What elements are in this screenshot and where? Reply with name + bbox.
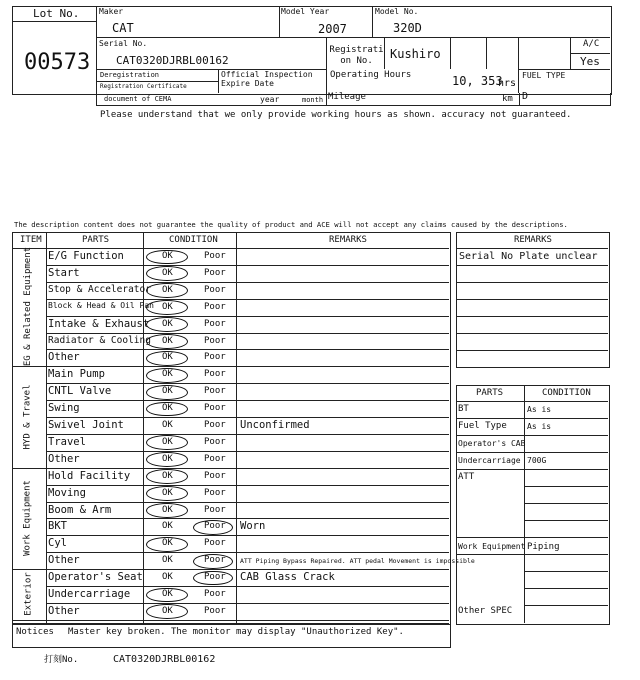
condition-ok[interactable]: OK	[162, 284, 173, 295]
part-name: Other	[48, 554, 80, 567]
right-part-row: BT	[458, 404, 469, 414]
part-name: Boom & Arm	[48, 503, 112, 516]
condition-ok[interactable]: OK	[162, 555, 173, 566]
work-equipment-value: Piping	[527, 542, 560, 552]
condition-poor[interactable]: Poor	[204, 605, 226, 616]
notices-label: Notices	[16, 627, 54, 637]
ok-selected-circle	[146, 385, 188, 400]
part-name: Swivel Joint	[48, 419, 124, 431]
group-label: HYD & Travel	[23, 384, 34, 450]
ok-selected-circle	[146, 351, 188, 366]
ok-selected-circle	[146, 537, 188, 552]
att-label: ATT	[458, 472, 475, 482]
disclaimer: The description content does not guarantee the quality of product and ACE will not accept any claims caused by the descriptions.	[14, 220, 568, 229]
condition-poor[interactable]: Poor	[204, 453, 226, 464]
condition-poor[interactable]: Poor	[204, 521, 226, 532]
group-label: EG & Related Equipment	[23, 247, 34, 367]
condition-ok[interactable]: OK	[162, 386, 173, 397]
condition-ok[interactable]: OK	[162, 572, 173, 583]
condition-poor[interactable]: Poor	[204, 487, 226, 498]
right-part-row: Operator's CAB	[458, 439, 526, 448]
part-name: Other	[48, 351, 80, 364]
condition-poor[interactable]: Poor	[204, 251, 226, 261]
hrs-unit: hrs	[498, 78, 517, 89]
right-cond-row: As is	[527, 405, 552, 414]
condition-poor[interactable]: Poor	[204, 555, 226, 566]
mileage-label: Mileage	[328, 92, 366, 102]
part-name: Stop & Accelerator	[48, 283, 151, 295]
inspection-label-2: Expire Date	[221, 79, 274, 88]
condition-poor[interactable]: Poor	[204, 267, 226, 278]
fuel-type-value: D	[522, 91, 529, 102]
condition-poor[interactable]: Poor	[204, 301, 226, 312]
condition-ok[interactable]: OK	[162, 470, 173, 481]
row-remark: ATT Piping Bypass Repaired. ATT pedal Movement is impossible	[240, 557, 475, 566]
condition-ok[interactable]: OK	[162, 369, 173, 380]
condition-poor[interactable]: Poor	[204, 589, 226, 599]
hours-note: Please understand that we only provide working hours as shown. accuracy not guaranteed.	[100, 110, 572, 120]
condition-ok[interactable]: OK	[162, 521, 173, 532]
month-label: month	[302, 96, 324, 104]
condition-ok[interactable]: OK	[162, 589, 173, 599]
registration-label: Registrati on No.	[329, 45, 384, 66]
group-label: Work Equipment	[23, 480, 34, 557]
ok-selected-circle	[146, 503, 188, 518]
condition-poor[interactable]: Poor	[204, 318, 226, 329]
document-cema-label: document of CEMA	[104, 95, 172, 103]
other-spec-label: Other SPEC	[458, 606, 513, 616]
condition-ok[interactable]: OK	[162, 504, 173, 515]
poor-selected-circle	[193, 520, 233, 535]
part-name: Travel	[48, 435, 86, 448]
condition-ok[interactable]: OK	[162, 318, 173, 329]
lot-number: 00573	[24, 50, 91, 75]
condition-poor[interactable]: Poor	[204, 369, 226, 380]
condition-poor[interactable]: Poor	[204, 284, 226, 295]
right-remarks-line1: Serial No Plate unclear	[459, 251, 598, 262]
serial-value: CAT0320DJRBL00162	[116, 54, 229, 67]
condition-poor[interactable]: Poor	[204, 470, 226, 481]
ok-selected-circle	[146, 317, 188, 332]
col-parts-header: PARTS	[82, 235, 110, 245]
inspection-label-1: Official Inspection	[221, 70, 313, 79]
condition-poor[interactable]: Poor	[204, 386, 226, 397]
ok-selected-circle	[146, 334, 188, 349]
col-remarks-header: REMARKS	[329, 235, 367, 245]
ac-value: Yes	[580, 55, 600, 68]
right-col-condition: CONDITION	[542, 388, 591, 398]
ok-selected-circle	[146, 469, 188, 484]
condition-poor[interactable]: Poor	[204, 572, 226, 583]
maker-value: CAT	[112, 21, 134, 35]
col-condition-header: CONDITION	[169, 235, 218, 245]
registration-value: Kushiro	[390, 47, 441, 61]
part-name: CNTL Valve	[48, 385, 112, 398]
serial-label: Serial No.	[99, 39, 148, 48]
condition-ok[interactable]: OK	[162, 251, 173, 261]
right-part-row: Fuel Type	[458, 421, 507, 431]
part-name: Main Pump	[48, 368, 105, 381]
part-name: BKT	[48, 520, 67, 533]
condition-ok[interactable]: OK	[162, 487, 173, 498]
row-remark: CAB Glass Crack	[240, 571, 335, 584]
part-name: Radiator & Cooling	[48, 334, 151, 346]
condition-poor[interactable]: Poor	[204, 504, 226, 515]
condition-ok[interactable]: OK	[162, 436, 173, 447]
registration-certificate-label: Registration Certificate	[100, 83, 187, 90]
condition-ok[interactable]: OK	[162, 538, 173, 549]
km-unit: km	[502, 94, 513, 104]
model-no-value: 320D	[393, 21, 422, 35]
operating-hours-label: Operating Hours	[330, 70, 412, 80]
year-label: year	[260, 95, 280, 104]
part-name: Swing	[48, 402, 80, 415]
stamp-value: CAT0320DJRBL00162	[113, 654, 216, 665]
model-year-label: Model Year	[281, 7, 330, 16]
condition-poor[interactable]: Poor	[204, 538, 226, 549]
right-cond-row: 700G	[527, 456, 547, 465]
row-remark: Unconfirmed	[240, 419, 310, 431]
condition-ok[interactable]: OK	[162, 453, 173, 464]
condition-ok[interactable]: OK	[162, 605, 173, 616]
right-remarks-header: REMARKS	[514, 235, 552, 245]
ac-label: A/C	[583, 39, 600, 49]
condition-ok[interactable]: OK	[162, 267, 173, 278]
group-label: Exterior	[22, 572, 33, 617]
model-no-label: Model No.	[375, 7, 419, 16]
work-equipment-label: Work Equipment	[458, 542, 526, 551]
part-name: Start	[48, 266, 80, 279]
condition-poor[interactable]: Poor	[204, 420, 226, 430]
part-name: Operator's Seat	[48, 571, 143, 584]
deregistration-label: Deregistration	[100, 71, 160, 79]
condition-ok[interactable]: OK	[162, 352, 173, 363]
notices-value: Master key broken. The monitor may display "Unauthorized Key".	[68, 627, 404, 637]
condition-poor[interactable]: Poor	[204, 335, 226, 346]
part-name: E/G Function	[48, 250, 124, 262]
condition-ok[interactable]: OK	[162, 335, 173, 346]
right-cond-row: As is	[527, 422, 552, 431]
condition-poor[interactable]: Poor	[204, 352, 226, 363]
poor-selected-circle	[193, 554, 233, 569]
row-remark: Worn	[240, 520, 266, 533]
part-name: Other	[48, 452, 80, 465]
part-name: Intake & Exhaust	[48, 317, 150, 330]
ok-selected-circle	[146, 486, 188, 501]
ok-selected-circle	[146, 300, 188, 315]
right-part-row: Undercarriage	[458, 456, 521, 465]
part-name: Hold Facility	[48, 469, 131, 482]
part-name: Moving	[48, 486, 86, 499]
maker-label: Maker	[99, 7, 124, 16]
part-name: Other	[48, 604, 80, 617]
condition-ok[interactable]: OK	[162, 403, 173, 414]
condition-ok[interactable]: OK	[162, 301, 173, 312]
part-name: Block & Head & Oil Pan	[48, 300, 154, 310]
fuel-type-label: FUEL TYPE	[522, 71, 566, 80]
operating-hours-value: 10, 353	[452, 74, 503, 88]
part-name: Cyl	[48, 537, 67, 550]
model-year-value: 2007	[318, 22, 347, 36]
stamp-label: 打刻No.	[44, 655, 79, 665]
col-item-header: ITEM	[20, 235, 42, 245]
lot-label: Lot No.	[33, 7, 80, 20]
condition-poor[interactable]: Poor	[204, 436, 226, 447]
condition-poor[interactable]: Poor	[204, 403, 226, 414]
part-name: Undercarriage	[48, 588, 131, 600]
right-col-parts: PARTS	[476, 388, 504, 398]
condition-ok[interactable]: OK	[162, 420, 173, 430]
ok-selected-circle	[146, 368, 188, 383]
